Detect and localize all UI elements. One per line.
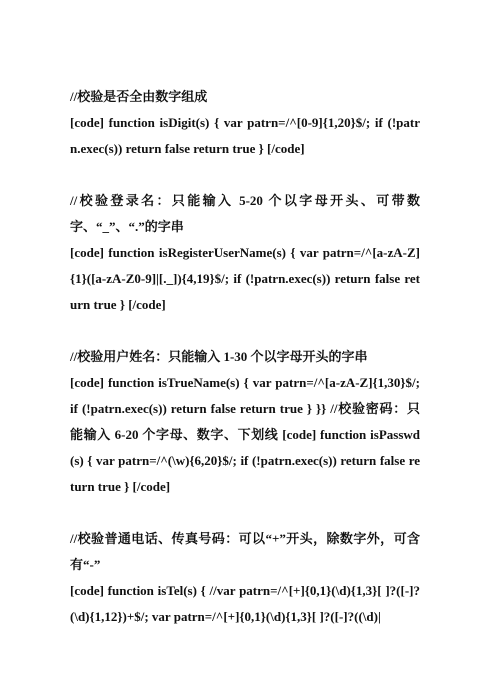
paragraph-gap — [70, 500, 420, 526]
code-is-true-name-and-passwd: [code] function isTrueName(s) { var patrn=/^[a-zA-Z]{1,30}$/; if (!patrn.exec(s)) return false return true } }} //校验密码：只能输入 6-20 个字母、数字、下划线 [code] function isPasswd(s) { var patrn=/^(\w){6,20}$/; if (!patrn.exec(s)) return false return true } [/code] — [70, 375, 420, 494]
code-is-digit: [code] function isDigit(s) { var patrn=/^[0-9]{1,20}$/; if (!patrn.exec(s)) return false return true } [/code] — [70, 115, 420, 156]
code-is-tel: [code] function isTel(s) { //var patrn=/^[+]{0,1}(\d){1,3}[ ]?([-]?(\d){1,12})+$/; var patrn=/^[+]{0,1}(\d){1,3}[ ]?([-]?((\d)| — [70, 583, 420, 624]
comment-tel: //校验普通电话、传真号码：可以“+”开头，除数字外，可含有“-” — [70, 531, 420, 572]
paragraph-gap — [70, 162, 420, 188]
document-page — [70, 84, 420, 630]
code-is-register-user-name: [code] function isRegisterUserName(s) { var patrn=/^[a-zA-Z]{1}([a-zA-Z0-9]|[._]){4,19}$/; if (!patrn.exec(s)) return false return true } [/code] — [70, 245, 420, 312]
comment-digit-check: //校验是否全由数字组成 — [70, 89, 208, 104]
paragraph-gap — [70, 318, 420, 344]
comment-true-name: //校验用户姓名：只能输入 1-30 个以字母开头的字串 — [70, 349, 368, 364]
comment-register-name: //校验登录名：只能输入 5-20 个以字母开头、可带数字、“_”、“.”的字串 — [70, 193, 420, 234]
